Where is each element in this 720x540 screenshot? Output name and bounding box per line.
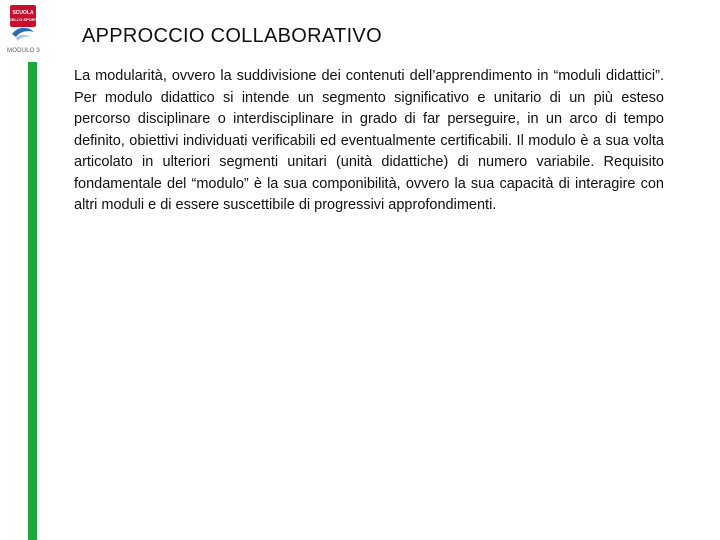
logo-emblem-icon: [8, 4, 38, 44]
module-label: MODULO 3: [7, 48, 40, 54]
svg-text:SCUOLA: SCUOLA: [12, 10, 34, 16]
body-paragraph: La modularità, ovvero la suddivisione dei contenuti dell’apprendimento in “moduli didattici”. Per modulo didattico si intende un segmento significativo e unitario di un più esteso percorso disciplinare o interdisciplinare in grado di far perseguire, in un arco di tempo definito, obiettivi individuati verificabili ed eventualmente certificabili. Il modulo è a sua volta articolato in ulteriori segmenti unitari (unità didattiche) di numero variabile. Requisito fondamentale del “modulo” è la sua componibilità, ovvero la sua capacità di interagire con altri moduli e di essere suscettibile di progressivi approfondimenti.: [74, 68, 664, 213]
scuola-dello-sport-logo: [8, 4, 38, 44]
side-accent-bar: [28, 62, 37, 540]
svg-text:DELLO SPORT: DELLO SPORT: [8, 17, 38, 22]
page-title: APPROCCIO COLLABORATIVO: [82, 25, 382, 47]
